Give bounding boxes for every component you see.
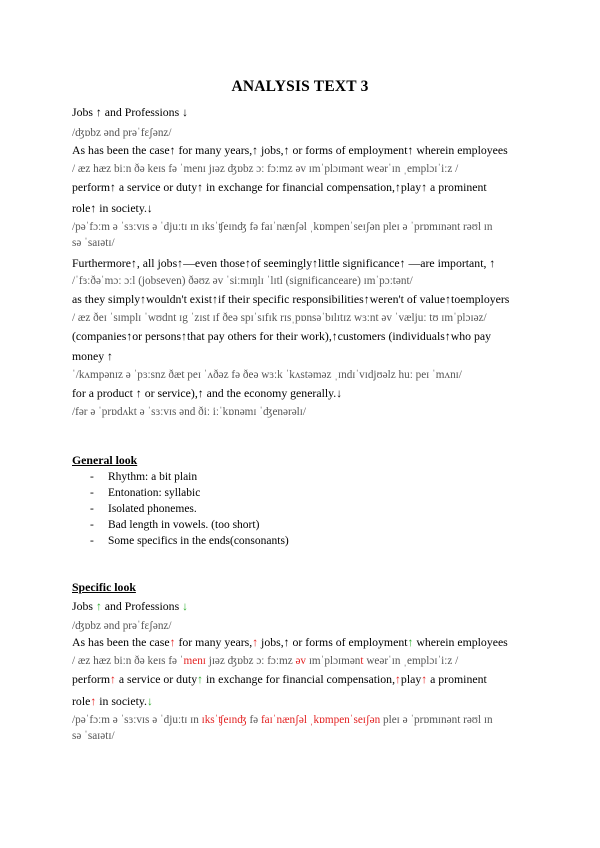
analysis-line-9: Furthermore↑, all jobs↑—even those↑of seemingly↑little significance↑ —are important, ↑ (72, 256, 496, 270)
bullet-dash: - (90, 535, 94, 547)
list-item: - Isolated phonemes. (90, 503, 197, 515)
list-item: - Rhythm: a bit plain (90, 471, 198, 483)
list-item: - Some specifics in the ends(consonants) (90, 535, 289, 547)
specific-line-1: Jobs ↑ and Professions ↓ (72, 599, 189, 613)
rising-arrow-icon: ↑ (421, 672, 428, 686)
analysis-line-14: money ↑ (72, 349, 113, 363)
analysis-line-6: role↑ in society.↓ (72, 201, 153, 215)
general-look-heading: General look (72, 453, 138, 467)
analysis-ipa-1: /ʤɒbz ənd prəˈfɛʃənz/ (72, 127, 172, 139)
analysis-line-11: as they simply↑wouldn't exist↑if their specific responsibilities↑weren't of value↑toemployers (72, 292, 510, 306)
analysis-ipa-7: /fər ə ˈprɒdʌkt ə ˈsɜːvɪs ənd ðiː iːˈkɒnəmɪ ˈʤenərəlɪ/ (72, 406, 306, 418)
bullet-dash: - (90, 487, 94, 499)
rising-arrow-icon: ↑ (395, 672, 401, 686)
specific-ipa-2: / æz hæz biːn ðə keɪs fə ˈmenɪ jɪəz ʤɒbz ɔː fɔːmz əv ɪmˈplɔɪmənt weərˈɪn ˌemplɔɪˈiːz / (72, 655, 459, 667)
analysis-line-16: for a product ↑ or service),↑ and the economy generally.↓ (72, 386, 343, 400)
analysis-ipa-4: /ˈfɜːðəˈmɔː ɔːl (jobseven) ðəʊz əv ˈsiːmɪŋlɪ ˈlɪtl (significanceare) ɪmˈpɔːtənt/ (72, 275, 413, 287)
rising-arrow-icon: ↑ (197, 672, 204, 686)
analysis-line-1: Jobs ↑ and Professions ↓ (72, 105, 189, 119)
analysis-ipa-6: ˈ/kʌmpənɪz ə ˈpɜːsnz ðæt peɪ ˈʌðəz fə ðeə wɜːk ˈkʌstəməz ˌɪndɪˈvɪdjʊəlz huː peɪ ˈmʌnɪ/ (72, 369, 462, 381)
bullet-dash: - (90, 503, 94, 515)
specific-ipa-1: /ʤɒbz ənd prəˈfɛʃənz/ (72, 620, 172, 632)
specific-line-6: role↑ in society.↓ (72, 694, 153, 708)
analysis-line-5: perform↑ a service or duty↑ in exchange for financial compensation,↑play↑ a prominent (72, 180, 487, 194)
list-item: - Bad length in vowels. (too short) (90, 519, 260, 531)
analysis-ipa-3: /pəˈfɔːm ə ˈsɜːvɪs ə ˈdjuːtɪ ɪn ɪksˈʧeɪnʤ fə faɪˈnænʃəl ˌkɒmpenˈseɪʃən pleɪ ə ˈprɒmɪnənt rəʊl ɪn (72, 221, 493, 233)
specific-line-3: As has been the case↑ for many years,↑ jobs,↑ or forms of employment↑ wherein employees (72, 635, 508, 649)
list-item: - Entonation: syllabic (90, 487, 201, 499)
specific-look-heading: Specific look (72, 580, 136, 594)
bullet-dash: - (90, 519, 94, 531)
document-title: ANALYSIS TEXT 3 (231, 78, 369, 95)
analysis-line-3: As has been the case↑ for many years,↑ jobs,↑ or forms of employment↑ wherein employees (72, 143, 508, 157)
falling-arrow-icon: ↓ (182, 599, 189, 613)
rising-arrow-icon: ↑ (169, 635, 176, 649)
specific-line-5: perform↑ a service or duty↑ in exchange for financial compensation,↑play↑ a prominent (72, 672, 487, 686)
analysis-ipa-3b: sə ˈsaɪətɪ/ (72, 237, 115, 249)
bullet-dash: - (90, 471, 94, 483)
specific-ipa-3b: sə ˈsaɪətɪ/ (72, 730, 115, 742)
rising-arrow-icon: ↑ (283, 635, 290, 649)
rising-arrow-icon: ↑ (407, 635, 414, 649)
specific-ipa-3: /pəˈfɔːm ə ˈsɜːvɪs ə ˈdjuːtɪ ɪn ɪksˈʧeɪnʤ fə faɪˈnænʃəl ˌkɒmpenˈseɪʃən pleɪ ə ˈprɒmɪnənt rəʊl ɪn (72, 714, 493, 726)
falling-arrow-icon: ↓ (146, 694, 153, 708)
analysis-line-13: (companies↑or persons↑that pay others for their work),↑customers (individuals↑who pay (72, 329, 492, 343)
rising-arrow-icon: ↑ (90, 694, 97, 708)
general-look-list (90, 469, 289, 549)
analysis-ipa-5: / æz ðeɪ ˈsɪmplɪ ˈwʊdnt ɪg ˈzɪst ɪf ðeə spɪˈsɪfɪk rɪsˌpɒnsəˈbɪlɪtɪz wɜːnt əv ˈvæljuː tʊ ɪmˈplɔɪəz/ (72, 312, 487, 324)
rising-arrow-icon: ↑ (95, 599, 102, 613)
rising-arrow-icon: ↑ (252, 635, 259, 649)
rising-arrow-icon: ↑ (110, 672, 116, 686)
analysis-ipa-2: / æz hæz biːn ðə keɪs fə ˈmenɪ jɪəz ʤɒbz ɔː fɔːmz əv ɪmˈplɔɪmənt weərˈɪn ˌemplɔɪˈiːz / (72, 163, 459, 175)
